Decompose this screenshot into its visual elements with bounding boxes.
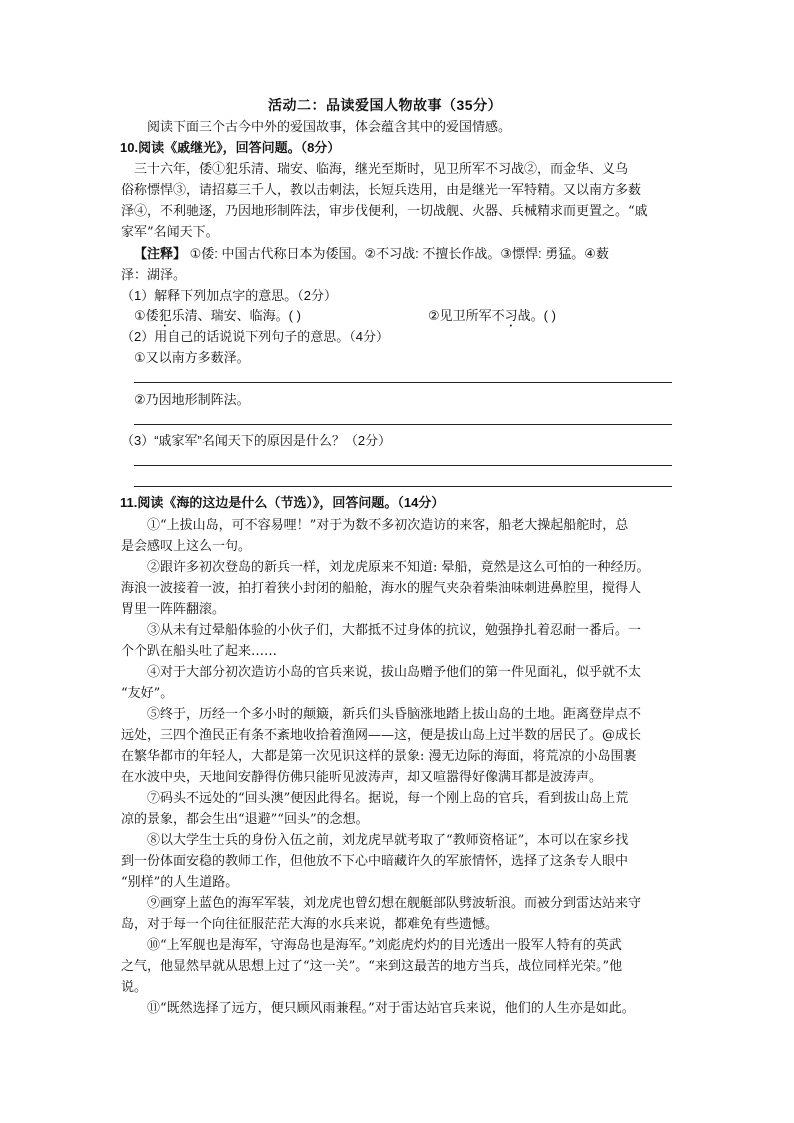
- q11-passage-line: ⑨画穿上蓝色的海军军装，刘龙虎也曾幻想在舰艇部队劈波斩浪。而被分到雷达站来守: [147, 896, 642, 911]
- q11-passage-line: ⑦码头不远处的“回头澳”便因此得名。据说，每一个刚上岛的官兵，看到拔山岛上荒: [147, 791, 629, 806]
- q11-passage-line: ⑪“既然选择了远方，便只顾风雨兼程。”对于雷达站官兵来说，他们的人生亦是如此。: [147, 1001, 635, 1016]
- q11-passage-line: ⑩“上军舰也是海军，守海岛也是海军。”刘彪虎灼灼的目光透出一股军人特有的英武: [147, 938, 622, 953]
- q11-passage-line: 说。: [121, 980, 148, 995]
- answer-line[interactable]: [134, 486, 672, 487]
- q11-passage-line: “别样”的人生道路。: [121, 875, 239, 890]
- section-title: 活动二：品读爱国人物故事（35分）: [268, 97, 503, 113]
- q11-passage-line: ③从未有过晕船体验的小伙子们，大都抵不过身体的抗议，勉强挣扎着忍耐一番后。一: [147, 623, 642, 638]
- q10-sub2-item-b: ②乃因地形制阵法。: [134, 392, 250, 407]
- q11-passage-line: 个个趴在船头吐了起来……: [121, 644, 278, 659]
- q11-passage-line: 岛，对于每一个向往征服茫茫大海的水兵来说，都难免有些遗憾。: [121, 917, 499, 932]
- q10-passage-line: 家军”名闻天下。: [121, 225, 219, 240]
- q11-passage-line: ④对于大部分初次造访小岛的官兵来说，拔山岛赠予他们的第一件见面礼，似乎就不太: [147, 665, 642, 680]
- q11-passage-line: ②跟许多初次登岛的新兵一样，刘龙虎原来不知道: 晕船，竟然是这么可怕的一种经历。: [147, 560, 650, 575]
- q10-note-line: [134, 245, 609, 263]
- q11-passage-line: ①“上拔山岛，可不容易哩！”对于为数不多初次造访的来客，船老大操起船舵时，总: [147, 518, 629, 533]
- q10-sub1: （1）解释下列加点字的意思。（2分）: [121, 288, 337, 303]
- q11-passage-line: 凉的景象，都会生出“退避”“回头”的念想。: [121, 812, 369, 827]
- q11-passage-line: 海浪一波接着一波，拍打着狭小封闭的船舱，海水的腥气夹杂着柴油味刺进鼻腔里，搅得人: [121, 581, 642, 596]
- q11-passage-line: 在繁华都市的年轻人，大都是第一次见识这样的景象: 漫无边际的海面，将荒凉的小岛围裹: [121, 749, 637, 764]
- q10-sub3: （3）“戚家军”名闻天下的原因是什么？（2分）: [121, 433, 392, 448]
- answer-line[interactable]: [134, 465, 672, 466]
- answer-line[interactable]: [134, 424, 672, 425]
- q11-passage-line: 之气，他显然早就从思想上过了“这一关”。“来到这最苦的地方当兵，战位同样光荣。”他: [121, 959, 623, 974]
- q10-note-text: ①倭: 中国古代称日本为倭国。②不习战: 不擅长作战。③慓悍: 勇猛。④薮: [189, 246, 609, 261]
- emphasis-dot-char: 习: [504, 308, 518, 323]
- q10-sub1-item-a: ①倭犯乐清、瑞安、临海。( ): [134, 308, 301, 323]
- q10-heading: 10.阅读《戚继光》，回答问题。（8分）: [120, 140, 341, 155]
- answer-line[interactable]: [134, 382, 672, 383]
- q10-note-line2: 泽：湖泽。: [121, 267, 187, 282]
- q10-sub2: （2）用自己的话说说下列句子的意思。（4分）: [121, 329, 389, 344]
- q10-sub2-item-a: ①又以南方多薮泽。: [134, 350, 250, 365]
- section-intro: 阅读下面三个古今中外的爱国故事，体会蕴含其中的爱国情感。: [147, 119, 512, 134]
- q11-passage-line: 在水波中央，天地间安静得仿佛只能听见波涛声，却又喧嚣得好像满耳都是波涛声。: [121, 770, 603, 785]
- q10-note-label: 【注释】: [134, 246, 187, 261]
- q11-passage-line: 是会感叹上这么一句。: [121, 539, 252, 554]
- q11-passage-line: 到一份体面安稳的教师工作，但他放不下心中暗藏许久的军旅情怀，选择了这条专人眼中: [121, 854, 629, 869]
- q11-heading: 11.阅读《海的这边是什么（节选）》，回答问题。（14分）: [120, 495, 445, 510]
- q11-passage-line: 胃里一阵阵翻滚。: [121, 602, 226, 617]
- q11-passage-line: 远处，三四个渔民正有条不紊地收拾着渔网——这，便是拔山岛上过半数的居民了。@成长: [121, 728, 642, 743]
- q11-passage-line: “友好”。: [121, 686, 174, 701]
- emphasis-dot-char: 犯: [158, 308, 172, 323]
- q11-passage-line: ⑤终于，历经一个多小时的颠簸，新兵们头昏脑涨地踏上拔山岛的土地。距离登岸点不: [147, 707, 642, 722]
- q10-passage-line: 俗称慓悍③，请招募三千人，教以击刺法，长短兵迭用，由是继光一军特精。又以南方多薮: [121, 183, 642, 198]
- q11-passage-line: ⑧以大学生士兵的身份入伍之前，刘龙虎早就考取了“教师资格证”，本可以在家乡找: [147, 833, 629, 848]
- q10-passage-line: 三十六年，倭①犯乐清、瑞安、临海，继光至斯时，见卫所军不习战②，而金华、义乌: [134, 162, 629, 177]
- q10-sub1-item-b: ②见卫所军不习战。( ): [428, 308, 556, 323]
- q10-passage-line: 泽④，不利驰逐，乃因地形制阵法，审步伐便利，一切战舰、火器、兵械精求而更置之。“戚: [121, 204, 648, 219]
